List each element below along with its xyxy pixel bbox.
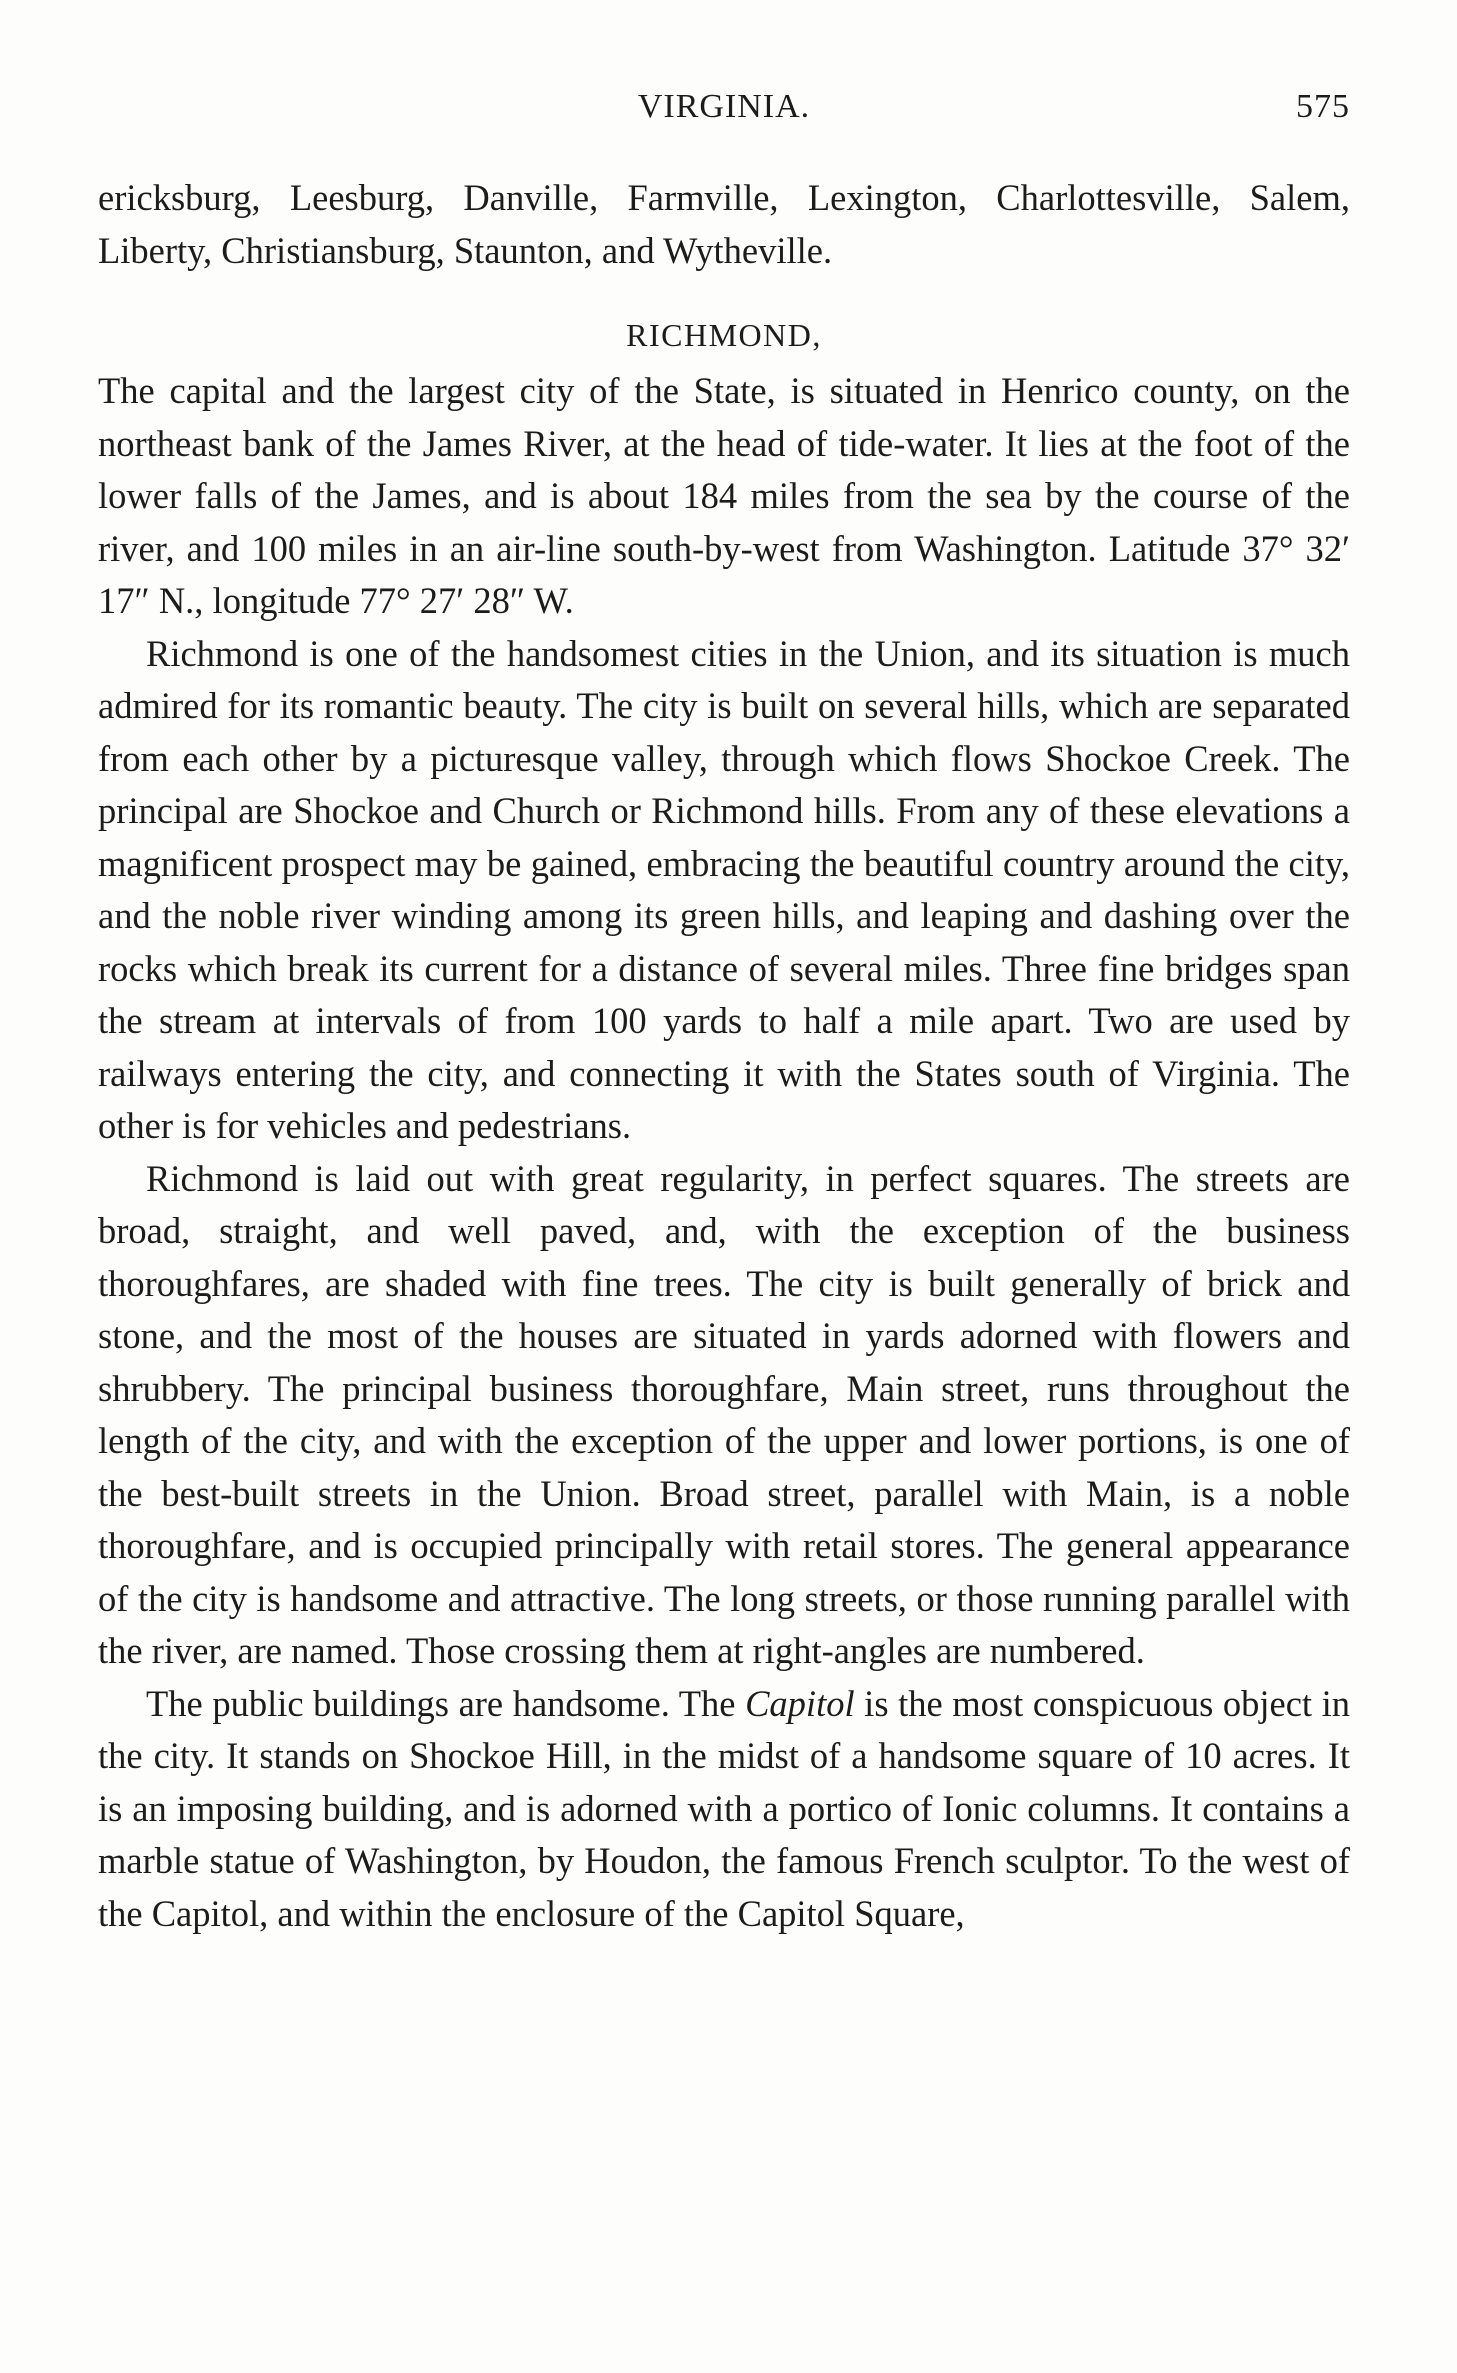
capitol-italic: Capitol	[745, 1682, 855, 1724]
paragraph-public-buildings	[98, 1678, 1350, 1941]
public-buildings-text-start: The public buildings are handsome. The	[146, 1682, 746, 1724]
public-buildings-text-end: is the most conspicuous object in the city. It stands on Shockoe Hill, in the midst of a handsome square of 10 acres. It is an imposing building, and is adorned with a portico of Ionic columns. It contains a marble statue of Washington, by Houdon, the famous French sculptor. To the west of the Capitol, and within the enclosure of the Capitol Square,	[98, 1682, 1351, 1934]
intro-paragraph: ericksburg, Leesburg, Danville, Farmville, Lexington, Charlottesville, Salem, Liberty, Christiansburg, Staunton, and Wytheville.	[98, 177, 1350, 271]
body-text	[98, 172, 1350, 1940]
paragraph-layout: Richmond is laid out with great regularity, in perfect squares. The streets are broad, straight, and well paved, and, with the exception of the business thoroughfares, are shaded with fine trees. The city is built generally of brick and stone, and the most of the houses are situated in yards adorned with flowers and shrubbery. The principal business thoroughfare, Main street, runs throughout the length of the city, and with the exception of the upper and lower portions, is one of the best-built streets in the Union. Broad street, parallel with Main, is a noble thoroughfare, and is occupied principally with retail stores. The general appearance of the city is handsome and attractive. The long streets, or those running parallel with the river, are named. Those crossing them at right-angles are numbered.	[98, 1157, 1350, 1671]
running-title: VIRGINIA.	[637, 88, 811, 125]
paragraph-situation: Richmond is one of the handsomest cities in the Union, and its situation is much admired for its romantic beauty. The city is built on several hills, which are separated from each other by a picturesque valley, through which flows Shockoe Creek. The principal are Shockoe and Church or Richmond hills. From any of these elevations a magnificent prospect may be gained, embracing the beautiful country around the city, and the noble river winding among its green hills, and leaping and dashing over the rocks which break its current for a distance of several miles. Three fine bridges span the stream at intervals of from 100 yards to half a mile apart. Two are used by railways entering the city, and connecting it with the States south of Virginia. The other is for vehicles and pedestrians.	[98, 632, 1350, 1146]
section-heading: RICHMOND,	[626, 317, 822, 353]
paragraph-location: The capital and the largest city of the State, is situated in Henrico county, on the northeast bank of the James River, at the head of tide-water. It lies at the foot of the lower falls of the James, and is about 184 miles from the sea by the course of the river, and 100 miles in an air-line south-by-west from Washington. Latitude 37° 32′ 17″ N., longitude 77° 27′ 28″ W.	[98, 370, 1350, 621]
page-number: 575	[1296, 88, 1350, 125]
running-head	[98, 88, 1350, 138]
